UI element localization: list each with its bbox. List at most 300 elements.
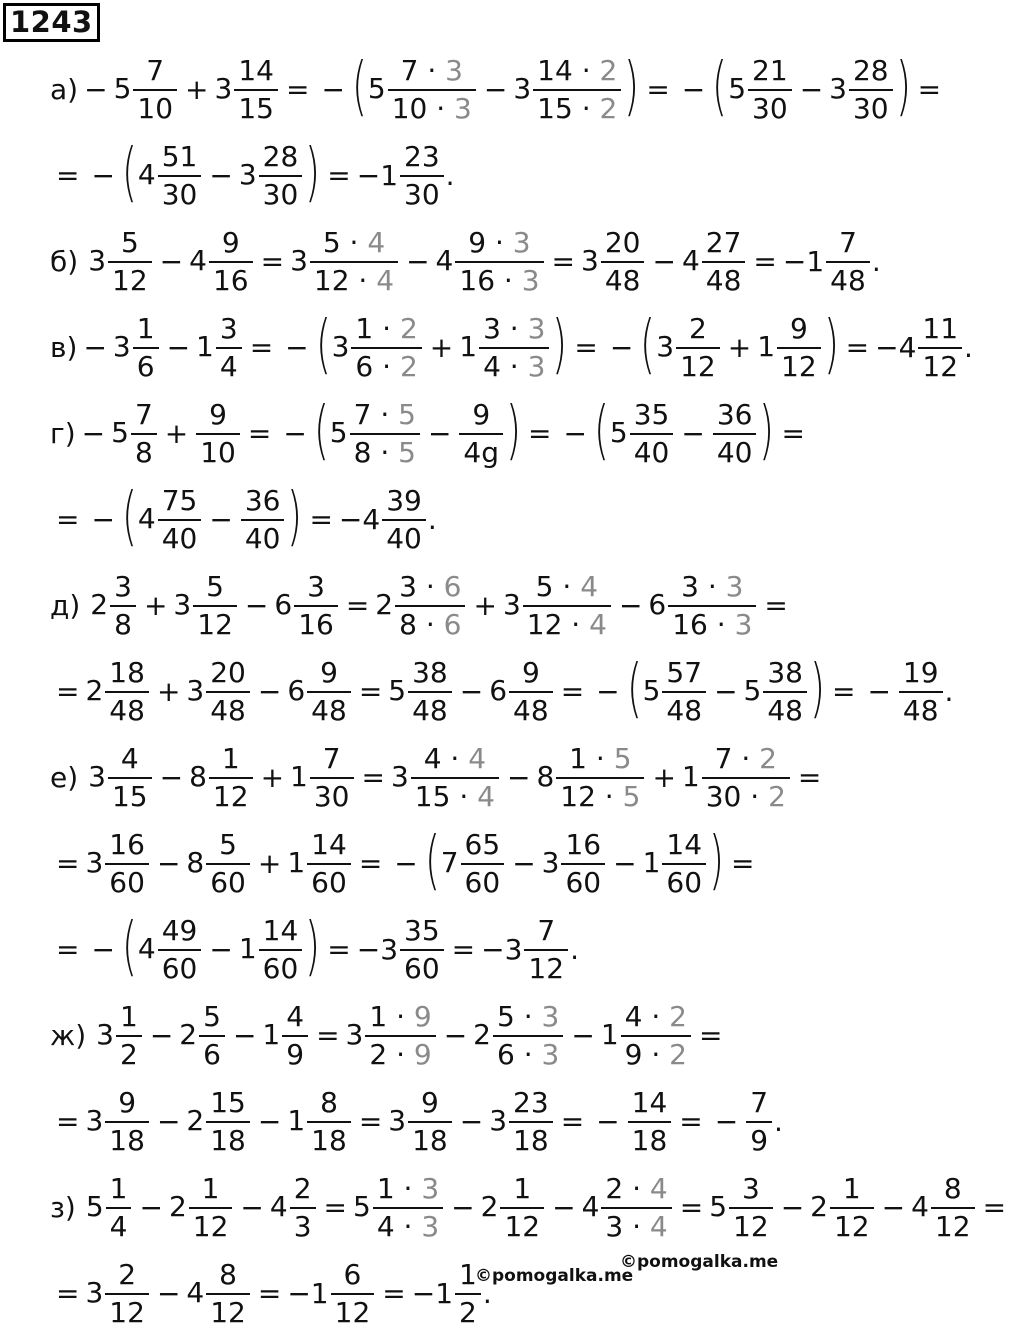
whole-part: 4 [681, 244, 700, 277]
operator: = [451, 933, 476, 966]
fraction: $\frac{7}{9}$ [744, 1085, 774, 1159]
whole-part: 1 [642, 846, 661, 879]
operator: = [327, 933, 351, 966]
whole-part: 2 [90, 588, 109, 621]
parenthesis: ) [305, 136, 321, 210]
whole-part: 4 [189, 244, 207, 277]
operator: + [260, 761, 285, 794]
whole-part: 1 [262, 1018, 281, 1051]
whole-part: 1 [681, 760, 700, 793]
fraction: $\frac{9}{4g}$ [457, 397, 505, 471]
whole-part: 3 [388, 1104, 407, 1137]
operator: = [345, 589, 370, 622]
whole-part: 3 [112, 330, 131, 363]
operator: − [232, 1019, 257, 1052]
whole-part: 3 [85, 1276, 104, 1309]
math-text: . [482, 1277, 492, 1310]
equation-line [50, 1074, 783, 1170]
mixed-number [536, 741, 646, 815]
mixed-number [375, 569, 467, 643]
parenthesis: ( [712, 50, 728, 124]
whole-part: 6 [287, 674, 306, 707]
whole-part: 3 [390, 760, 409, 793]
mixed-number [186, 655, 251, 729]
parenthesis: ( [121, 480, 137, 554]
operator: = [358, 847, 383, 880]
fraction: $\frac{14}{60}$ [660, 827, 708, 901]
math-text: б) [50, 245, 79, 278]
operator: − [563, 417, 587, 450]
mixed-number [196, 311, 244, 385]
operator: − [244, 589, 269, 622]
operator: − [483, 73, 508, 106]
operator: − [159, 245, 184, 278]
whole-part: 2 [85, 674, 104, 707]
operator: = [56, 675, 80, 708]
fraction: $\frac{9}{12}$ [775, 311, 823, 385]
fraction: $\frac{9}{18}$ [103, 1085, 151, 1159]
whole-part: 1 [290, 760, 308, 793]
whole-part: 4 [137, 158, 156, 191]
math-text: . [944, 675, 954, 708]
operator: = [260, 245, 285, 278]
fraction: $\frac{1}{2}$ [114, 999, 144, 1073]
whole-part: 2 [168, 1190, 187, 1223]
fraction: $\frac{28}{30}$ [257, 139, 305, 213]
mixed-number [239, 139, 304, 213]
equation-line [50, 558, 794, 654]
whole-part: 4 [269, 1190, 288, 1223]
fraction: $\frac{35}{60}$ [398, 913, 446, 987]
fraction: $\frac{16}{60}$ [103, 827, 151, 901]
operator: − [681, 73, 706, 106]
math-text: . [570, 933, 579, 966]
parenthesis: ) [552, 308, 568, 382]
operator: = [56, 1277, 80, 1310]
parenthesis: ) [759, 394, 775, 468]
operator: + [143, 589, 168, 622]
whole-part: 3 [214, 72, 233, 105]
fraction: $\frac{1}{12}$ [207, 741, 255, 815]
fraction: $\frac{39}{40}$ [380, 483, 428, 557]
operator: − [512, 847, 536, 880]
parenthesis: ( [593, 394, 609, 468]
fraction: $\frac{7}{8}$ [129, 397, 159, 471]
mixed-number [330, 397, 422, 471]
operator: = [56, 847, 80, 880]
fraction: $\frac{5}{6}$ [197, 999, 227, 1073]
whole-part: 3 [502, 588, 521, 621]
math-text: −4 [338, 503, 381, 536]
equation-line [50, 472, 437, 568]
parenthesis: ( [640, 308, 656, 382]
fraction: $\frac{35}{40}$ [628, 397, 676, 471]
fraction: $\frac{23}{30}$ [398, 139, 446, 213]
whole-part: 1 [287, 1104, 306, 1137]
fraction: $\frac{1}{12}$ [187, 1171, 235, 1245]
whole-part: 3 [345, 1018, 364, 1051]
mixed-number [542, 827, 607, 901]
operator: = [982, 1191, 1007, 1224]
fraction: $\frac{1}{12}$ [828, 1171, 876, 1245]
operator: − [156, 847, 181, 880]
operator: − [427, 417, 452, 450]
parenthesis: ( [121, 136, 137, 210]
math-text: в) [50, 331, 78, 364]
fraction: $\frac{23}{18}$ [507, 1085, 555, 1159]
math-text: −3 [481, 933, 523, 966]
mixed-number [290, 225, 400, 299]
operator: = [249, 331, 274, 364]
mixed-number [388, 655, 453, 729]
operator: + [156, 675, 181, 708]
fraction: $\frac{49}{60}$ [156, 913, 204, 987]
operator: − [83, 331, 107, 364]
mixed-number [88, 225, 153, 299]
fraction: $\frac{11}{12}$ [916, 311, 964, 385]
fraction: $\frac{5 \cdot 4}{12 \cdot 4}$ [308, 225, 400, 299]
mixed-number [513, 53, 623, 127]
operator: − [618, 589, 643, 622]
whole-part: 4 [186, 1276, 205, 1309]
mixed-number [96, 999, 144, 1073]
fraction: $\frac{3 \cdot 6}{8 \cdot 6}$ [393, 569, 467, 643]
fraction: $\frac{9}{10}$ [194, 397, 242, 471]
whole-part: 3 [88, 760, 106, 793]
operator: − [799, 73, 824, 106]
operator: − [209, 503, 233, 536]
operator: = [257, 1277, 282, 1310]
operator: − [780, 1191, 805, 1224]
whole-part: 6 [648, 588, 667, 621]
fraction: $\frac{18}{48}$ [103, 655, 151, 729]
equation-line [50, 42, 947, 138]
operator: − [91, 159, 115, 192]
operator: − [714, 675, 738, 708]
fraction: $\frac{14}{15}$ [232, 53, 280, 127]
math-text: −1 [782, 245, 825, 278]
fraction: $\frac{5}{60}$ [204, 827, 252, 901]
fraction: $\frac{15}{18}$ [204, 1085, 252, 1159]
operator: − [240, 1191, 264, 1224]
mixed-number [90, 569, 138, 643]
operator: − [139, 1191, 163, 1224]
mixed-number [111, 397, 159, 471]
whole-part: 3 [85, 1104, 104, 1137]
mixed-number [648, 569, 758, 643]
fraction: $\frac{3 \cdot 3}{16 \cdot 3}$ [666, 569, 758, 643]
fraction: $\frac{19}{48}$ [897, 655, 945, 729]
operator: = [56, 933, 80, 966]
whole-part: 3 [85, 846, 104, 879]
operator: − [321, 73, 345, 106]
equation-line [50, 902, 579, 998]
parenthesis: ( [424, 824, 440, 898]
whole-part: 3 [513, 72, 532, 105]
whole-part: 2 [480, 1190, 499, 1223]
fraction: $\frac{3}{12}$ [727, 1171, 775, 1245]
operator: − [681, 417, 705, 450]
math-text: ж) [50, 1019, 87, 1052]
operator: − [257, 675, 282, 708]
mixed-number [270, 1171, 318, 1245]
fraction: $\frac{7}{48}$ [824, 225, 872, 299]
mixed-number [489, 1085, 554, 1159]
mixed-number [656, 311, 721, 385]
parenthesis: ( [351, 50, 367, 124]
mixed-number [682, 225, 747, 299]
operator: − [209, 159, 233, 192]
operator: = [679, 1105, 703, 1138]
whole-part: 5 [609, 416, 628, 449]
mixed-number [643, 655, 708, 729]
fraction: $\frac{65}{60}$ [459, 827, 507, 901]
whole-part: 5 [388, 674, 407, 707]
mixed-number [503, 569, 613, 643]
operator: = [753, 245, 777, 278]
fraction: $\frac{5 \cdot 3}{6 \cdot 3}$ [491, 999, 565, 1073]
math-text: −1 [411, 1277, 454, 1310]
whole-part: 1 [600, 1018, 619, 1051]
operator: − [406, 245, 430, 278]
mixed-number [346, 999, 438, 1073]
operator: − [283, 417, 307, 450]
mixed-number [436, 225, 546, 299]
mixed-number [610, 397, 675, 471]
mixed-number [85, 655, 150, 729]
whole-part: 5 [367, 72, 386, 105]
operator: = [316, 1019, 340, 1052]
mixed-number [186, 1085, 251, 1159]
operator: − [451, 1191, 475, 1224]
operator: = [551, 245, 576, 278]
fraction: $\frac{7}{12}$ [522, 913, 570, 987]
whole-part: 3 [186, 674, 205, 707]
fraction: $\frac{1}{12}$ [498, 1171, 546, 1245]
parenthesis: ) [709, 824, 725, 898]
equation-line [50, 988, 728, 1084]
fraction: $\frac{51}{30}$ [156, 139, 204, 213]
mixed-number [138, 139, 203, 213]
parenthesis: ( [313, 394, 329, 468]
operator: = [528, 417, 552, 450]
math-text: . [427, 503, 437, 536]
whole-part: 3 [290, 244, 308, 277]
operator: − [285, 331, 309, 364]
fraction: $\frac{7 \cdot 3}{10 \cdot 3}$ [386, 53, 478, 127]
fraction: $\frac{2}{12}$ [674, 311, 722, 385]
fraction: $\frac{2}{3}$ [288, 1171, 318, 1245]
operator: − [609, 331, 634, 364]
operator: − [459, 675, 484, 708]
fraction: $\frac{1}{6}$ [131, 311, 161, 385]
fraction: $\frac{6}{12}$ [329, 1257, 377, 1331]
parenthesis: ( [315, 308, 331, 382]
equation-line [50, 816, 761, 912]
operator: = [679, 1191, 704, 1224]
operator: − [596, 675, 620, 708]
fraction: $\frac{1 \cdot 2}{6 \cdot 2}$ [349, 311, 423, 385]
mixed-number [173, 569, 238, 643]
mixed-number [643, 827, 708, 901]
operator: + [164, 417, 189, 450]
whole-part: 4 [137, 502, 156, 535]
math-text: −1 [287, 1277, 329, 1310]
mixed-number [186, 827, 251, 901]
math-text: е) [50, 761, 79, 794]
math-text: з) [50, 1191, 76, 1224]
mixed-number [262, 999, 310, 1073]
whole-part: 2 [186, 1104, 205, 1137]
mixed-number [332, 311, 424, 385]
mixed-number [728, 53, 793, 127]
mixed-number [287, 827, 352, 901]
operator: − [394, 847, 418, 880]
mixed-number [287, 1085, 352, 1159]
parenthesis: ) [624, 50, 640, 124]
operator: = [797, 761, 822, 794]
mixed-number [744, 655, 809, 729]
operator: = [560, 1105, 585, 1138]
fraction: $\frac{75}{40}$ [156, 483, 204, 557]
math-text: . [871, 245, 881, 278]
fraction: $\frac{5}{12}$ [106, 225, 154, 299]
whole-part: 5 [743, 674, 762, 707]
operator: − [257, 1105, 282, 1138]
fraction: $\frac{4 \cdot 2}{9 \cdot 2}$ [619, 999, 693, 1073]
fraction: $\frac{14}{18}$ [626, 1085, 674, 1159]
operator: = [285, 73, 310, 106]
watermark: ©pomogalka.me [475, 1266, 634, 1286]
whole-part: 3 [489, 1104, 508, 1137]
fraction: $\frac{3}{8}$ [108, 569, 138, 643]
fraction: $\frac{38}{48}$ [406, 655, 454, 729]
mixed-number [290, 741, 355, 815]
mixed-number [489, 655, 554, 729]
operator: − [443, 1019, 468, 1052]
parenthesis: ) [823, 308, 839, 382]
mixed-number [239, 913, 304, 987]
mixed-number [911, 1171, 976, 1245]
fraction: $\frac{2 \cdot 4}{3 \cdot 4}$ [599, 1171, 673, 1245]
whole-part: 3 [238, 158, 257, 191]
mixed-number [353, 1171, 445, 1245]
fraction: $\frac{14}{60}$ [257, 913, 305, 987]
parenthesis: ) [809, 652, 825, 726]
fraction: $\frac{2}{12}$ [103, 1257, 151, 1331]
mixed-number [138, 913, 203, 987]
operator: = [917, 73, 942, 106]
fraction: $\frac{1}{4}$ [104, 1171, 134, 1245]
mixed-number [473, 999, 565, 1073]
whole-part: 3 [173, 588, 192, 621]
fraction: $\frac{4 \cdot 4}{15 \cdot 4}$ [409, 741, 501, 815]
equation-line [50, 386, 811, 482]
operator: + [473, 589, 497, 622]
whole-part: 8 [536, 760, 555, 793]
fraction: $\frac{8}{12}$ [929, 1171, 977, 1245]
equation-line [50, 1246, 492, 1342]
whole-part: 3 [331, 330, 350, 363]
whole-part: 7 [440, 846, 459, 879]
mixed-number [189, 741, 254, 815]
mixed-number [138, 483, 203, 557]
operator: − [571, 1019, 595, 1052]
operator: = [781, 417, 805, 450]
math-text: . [445, 159, 455, 192]
mixed-number [441, 827, 506, 901]
whole-part: 4 [137, 932, 156, 965]
operator: − [166, 331, 191, 364]
fraction: $\frac{20}{48}$ [599, 225, 647, 299]
mixed-number [186, 1257, 251, 1331]
operator: − [867, 675, 891, 708]
operator: = [327, 159, 351, 192]
mixed-number [215, 53, 280, 127]
mixed-number [86, 1171, 134, 1245]
fraction: $\frac{9 \cdot 3}{16 \cdot 3}$ [453, 225, 545, 299]
operator: − [81, 417, 106, 450]
whole-part: 3 [656, 330, 675, 363]
fraction: $\frac{4}{9}$ [280, 999, 310, 1073]
math-text: . [964, 331, 973, 364]
operator: = [361, 761, 385, 794]
whole-part: 8 [189, 760, 207, 793]
mixed-number [169, 1171, 234, 1245]
whole-part: 1 [238, 932, 257, 965]
mixed-number [85, 1085, 150, 1159]
whole-part: 8 [186, 846, 205, 879]
operator: − [714, 1105, 739, 1138]
mixed-number [481, 1171, 546, 1245]
whole-part: 1 [459, 330, 478, 363]
fraction: $\frac{8}{18}$ [305, 1085, 353, 1159]
math-text: г) [50, 417, 76, 450]
fraction: $\frac{38}{48}$ [761, 655, 809, 729]
parenthesis: ) [895, 50, 911, 124]
operator: − [652, 245, 676, 278]
math-text: д) [50, 589, 81, 622]
math-text: −4 [875, 331, 917, 364]
operator: = [646, 73, 670, 106]
fraction: $\frac{9}{48}$ [305, 655, 353, 729]
operator: − [149, 1019, 174, 1052]
fraction: $\frac{1}{2}$ [453, 1257, 483, 1331]
operator: = [358, 675, 383, 708]
fraction: $\frac{7}{10}$ [131, 53, 179, 127]
mixed-number [709, 1171, 774, 1245]
whole-part: 5 [353, 1190, 371, 1223]
math-text: а) [50, 73, 79, 106]
parenthesis: ) [287, 480, 303, 554]
whole-part: 5 [329, 416, 348, 449]
fraction: $\frac{36}{40}$ [711, 397, 759, 471]
fraction: $\frac{5 \cdot 4}{12 \cdot 4}$ [521, 569, 613, 643]
mixed-number [368, 53, 478, 127]
operator: − [596, 1105, 620, 1138]
operator: = [764, 589, 788, 622]
whole-part: 3 [541, 846, 560, 879]
fraction: $\frac{9}{16}$ [207, 225, 255, 299]
operator: = [560, 675, 585, 708]
mixed-number [179, 999, 227, 1073]
operator: − [91, 933, 115, 966]
whole-part: 5 [709, 1190, 728, 1223]
whole-part: 4 [581, 1190, 600, 1223]
operator: = [731, 847, 755, 880]
operator: − [156, 1105, 181, 1138]
mixed-number [85, 827, 150, 901]
